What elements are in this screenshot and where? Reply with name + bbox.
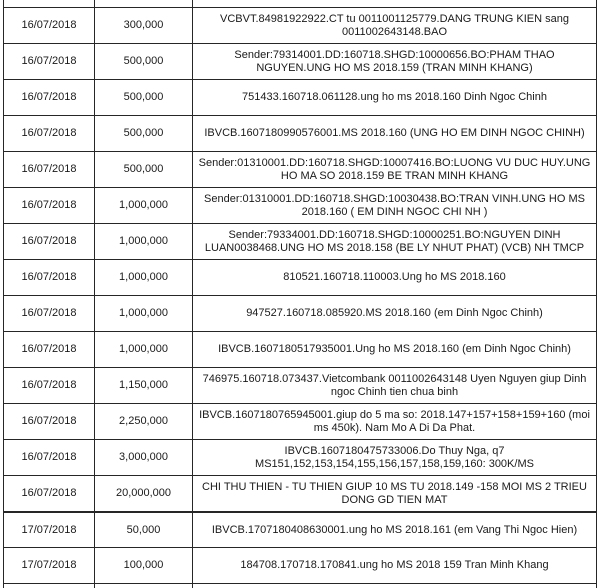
- transaction-description: VCBVT.84981922922.CT tu 0011001125779.DANG TRUNG KIEN sang 0011002643148.BAO: [192, 8, 597, 43]
- transaction-description: IBVCB.1607180475733006.Do Thuy Nga, q7 MS151,152,153,154,155,156,157,158,159,160: 300K/MS: [192, 440, 597, 475]
- transaction-date: 16/07/2018: [3, 332, 94, 367]
- transaction-amount: 20,000,000: [94, 476, 192, 511]
- donation-table: [3, 0, 597, 588]
- transaction-date: 16/07/2018: [3, 368, 94, 403]
- transaction-date: 16/07/2018: [3, 440, 94, 475]
- transaction-description: IBVCB.1607180990576001.MS 2018.160 (UNG HO EM DINH NGOC CHINH): [192, 116, 597, 151]
- transaction-description: Sender:79334001.DD:160718.SHGD:10000251.BO:NGUYEN DINH LUAN0038468.UNG HO MS 2018.158 (BE LY NHUT PHAT) (VCB) NH TMCP: [192, 224, 597, 259]
- transaction-amount: 500,000: [94, 152, 192, 187]
- transaction-date: 16/07/2018: [3, 116, 94, 151]
- date-cell-clipped: [3, 0, 94, 7]
- transaction-amount: 50,000: [94, 513, 192, 547]
- transaction-description: 751433.160718.061128.ung ho ms 2018.160 Dinh Ngoc Chinh: [192, 80, 597, 115]
- transaction-amount: 1,000,000: [94, 224, 192, 259]
- transaction-amount: 2,250,000: [94, 404, 192, 439]
- transaction-description: 947527.160718.085920.MS 2018.160 (em Dinh Ngoc Chinh): [192, 296, 597, 331]
- transaction-description: 810521.160718.110003.Ung ho MS 2018.160: [192, 260, 597, 295]
- transaction-description: IBVCB.1607180765945001.giup do 5 ma so: 2018.147+157+158+159+160 (moi ms 450k). Nam Mo A Di Da Phat.: [192, 404, 597, 439]
- table-row: [3, 332, 597, 368]
- amount-cell-clipped: [94, 584, 192, 588]
- transaction-date: 16/07/2018: [3, 296, 94, 331]
- table-row: [3, 224, 597, 260]
- transaction-description: Sender:01310001.DD:160718.SHGD:10007416.BO:LUONG VU DUC HUY.UNG HO MA SO 2018.159 BE TRAN MINH KHANG: [192, 152, 597, 187]
- transaction-description: IBVCB.1707180408630001.ung ho MS 2018.161 (em Vang Thi Ngoc Hien): [192, 513, 597, 547]
- transaction-date: 16/07/2018: [3, 260, 94, 295]
- transaction-date: 16/07/2018: [3, 152, 94, 187]
- transaction-amount: 100,000: [94, 548, 192, 583]
- table-row: [3, 296, 597, 332]
- transaction-date: 17/07/2018: [3, 548, 94, 583]
- date-cell-clipped: [3, 584, 94, 588]
- table-row: [3, 260, 597, 296]
- table-row: [3, 404, 597, 440]
- transaction-description: CHI THU THIEN - TU THIEN GIUP 10 MS TU 2018.149 -158 MOI MS 2 TRIEU DONG GD TIEN MAT: [192, 476, 597, 511]
- transaction-date: 16/07/2018: [3, 44, 94, 79]
- table-row-clipped-bottom: [3, 584, 597, 588]
- table-row: [3, 476, 597, 512]
- transaction-amount: 1,150,000: [94, 368, 192, 403]
- table-row-clipped-top: [3, 0, 597, 8]
- transaction-amount: 500,000: [94, 116, 192, 151]
- transaction-date: 16/07/2018: [3, 80, 94, 115]
- transaction-amount: 500,000: [94, 80, 192, 115]
- table-row: [3, 116, 597, 152]
- transaction-description: Sender:01310001.DD:160718.SHGD:10030438.BO:TRAN VINH.UNG HO MS 2018.160 ( EM DINH NGOC CHI NH ): [192, 188, 597, 223]
- table-row: [3, 8, 597, 44]
- transaction-amount: 1,000,000: [94, 188, 192, 223]
- transaction-amount: 500,000: [94, 44, 192, 79]
- table-row: [3, 548, 597, 584]
- table-row: [3, 440, 597, 476]
- transaction-date: 16/07/2018: [3, 476, 94, 511]
- description-cell-clipped: [192, 0, 597, 7]
- transaction-amount: 1,000,000: [94, 332, 192, 367]
- transaction-date: 16/07/2018: [3, 8, 94, 43]
- table-row: [3, 512, 597, 548]
- transaction-description: 184708.170718.170841.ung ho MS 2018 159 Tran Minh Khang: [192, 548, 597, 583]
- transaction-date: 16/07/2018: [3, 224, 94, 259]
- transaction-date: 16/07/2018: [3, 404, 94, 439]
- transaction-date: 17/07/2018: [3, 513, 94, 547]
- amount-cell-clipped: [94, 0, 192, 7]
- transaction-amount: 3,000,000: [94, 440, 192, 475]
- table-row: [3, 44, 597, 80]
- transaction-description: 746975.160718.073437.Vietcombank 0011002643148 Uyen Nguyen giup Dinh ngoc Chinh tien chua binh: [192, 368, 597, 403]
- transaction-amount: 300,000: [94, 8, 192, 43]
- table-row: [3, 80, 597, 116]
- transaction-amount: 1,000,000: [94, 296, 192, 331]
- table-row: [3, 368, 597, 404]
- transaction-description: Sender:79314001.DD:160718.SHGD:10000656.BO:PHAM THAO NGUYEN.UNG HO MS 2018.159 (TRAN MINH KHANG): [192, 44, 597, 79]
- transaction-amount: 1,000,000: [94, 260, 192, 295]
- transaction-description: IBVCB.1607180517935001.Ung ho MS 2018.160 (em Dinh Ngoc Chinh): [192, 332, 597, 367]
- transaction-date: 16/07/2018: [3, 188, 94, 223]
- table-row: [3, 188, 597, 224]
- table-row: [3, 152, 597, 188]
- description-cell-clipped: [192, 584, 597, 588]
